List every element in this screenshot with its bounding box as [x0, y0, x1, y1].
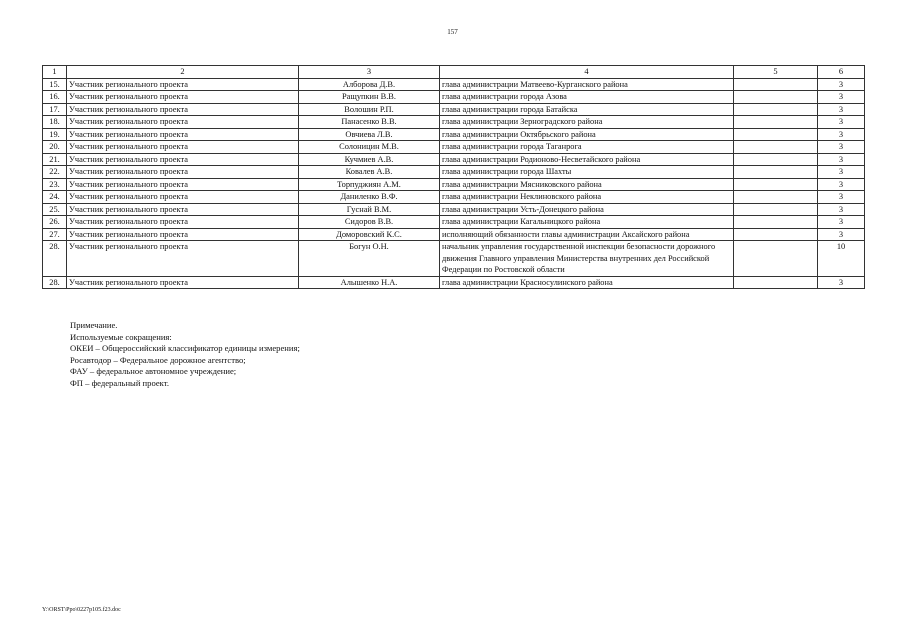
empty-cell — [734, 128, 818, 141]
empty-cell — [734, 178, 818, 191]
role-cell: Участник регионального проекта — [67, 116, 299, 129]
name-cell: Солоницин М.В. — [299, 141, 440, 154]
empty-cell — [734, 91, 818, 104]
header-cell-3: 3 — [299, 66, 440, 79]
header-cell-6: 6 — [818, 66, 865, 79]
role-cell: Участник регионального проекта — [67, 216, 299, 229]
table-row — [43, 103, 865, 116]
role-cell: Участник регионального проекта — [67, 128, 299, 141]
name-cell: Алборова Д.В. — [299, 78, 440, 91]
table-row — [43, 116, 865, 129]
position-cell: глава администрации Красносулинского района — [440, 276, 734, 289]
empty-cell — [734, 103, 818, 116]
name-cell: Ковалев А.В. — [299, 166, 440, 179]
position-cell: глава администрации города Таганрога — [440, 141, 734, 154]
name-cell: Даниленко В.Ф. — [299, 191, 440, 204]
name-cell: Ращупкин В.В. — [299, 91, 440, 104]
role-cell: Участник регионального проекта — [67, 191, 299, 204]
empty-cell — [734, 191, 818, 204]
position-cell: глава администрации Усть-Донецкого района — [440, 203, 734, 216]
page-number: 157 — [447, 28, 458, 36]
notes-section — [70, 320, 300, 390]
empty-cell — [734, 78, 818, 91]
table-row — [43, 191, 865, 204]
value-cell: 10 — [818, 241, 865, 277]
position-cell: глава администрации Кагальницкого района — [440, 216, 734, 229]
table-row — [43, 141, 865, 154]
name-cell: Волошин Р.П. — [299, 103, 440, 116]
position-cell: глава администрации Мясниковского района — [440, 178, 734, 191]
empty-cell — [734, 216, 818, 229]
name-cell: Доморовский К.С. — [299, 228, 440, 241]
table-row — [43, 178, 865, 191]
row-number-cell: 27. — [43, 228, 67, 241]
role-cell: Участник регионального проекта — [67, 141, 299, 154]
position-cell: глава администрации Неклиновского района — [440, 191, 734, 204]
position-cell: глава администрации города Шахты — [440, 166, 734, 179]
value-cell: 3 — [818, 91, 865, 104]
table-row — [43, 228, 865, 241]
abbreviations-heading: Используемые сокращения: — [70, 331, 172, 342]
position-cell: глава администрации Зерноградского района — [440, 116, 734, 129]
row-number-cell: 15. — [43, 78, 67, 91]
header-cell-1: 1 — [43, 66, 67, 79]
table-body — [43, 66, 865, 289]
name-cell: Овчиева Л.В. — [299, 128, 440, 141]
row-number-cell: 16. — [43, 91, 67, 104]
abbreviation-fp: ФП – федеральный проект. — [70, 377, 169, 388]
row-number-cell: 18. — [43, 116, 67, 129]
empty-cell — [734, 166, 818, 179]
table-row — [43, 91, 865, 104]
abbreviation-fau: ФАУ – федеральное автономное учреждение; — [70, 366, 237, 377]
row-number-cell: 17. — [43, 103, 67, 116]
header-cell-5: 5 — [734, 66, 818, 79]
name-cell: Алышенко Н.А. — [299, 276, 440, 289]
name-cell: Богун О.Н. — [299, 241, 440, 277]
name-cell: Кучмиев А.В. — [299, 153, 440, 166]
row-number-cell: 24. — [43, 191, 67, 204]
value-cell: 3 — [818, 203, 865, 216]
value-cell: 3 — [818, 228, 865, 241]
value-cell: 3 — [818, 116, 865, 129]
role-cell: Участник регионального проекта — [67, 103, 299, 116]
row-number-cell: 25. — [43, 203, 67, 216]
header-cell-2: 2 — [67, 66, 299, 79]
position-cell: глава администрации Октябрьского района — [440, 128, 734, 141]
empty-cell — [734, 116, 818, 129]
table-row — [43, 203, 865, 216]
value-cell: 3 — [818, 276, 865, 289]
value-cell: 3 — [818, 166, 865, 179]
value-cell: 3 — [818, 103, 865, 116]
header-cell-4: 4 — [440, 66, 734, 79]
row-number-cell: 23. — [43, 178, 67, 191]
value-cell: 3 — [818, 128, 865, 141]
project-participants-table — [42, 65, 865, 289]
position-cell: глава администрации города Азова — [440, 91, 734, 104]
table-row — [43, 78, 865, 91]
empty-cell — [734, 141, 818, 154]
position-cell: исполняющий обязанности главы администрации Аксайского района — [440, 228, 734, 241]
footer-file-path: Y:\ORST\Ppo\0227p105.f23.doc — [42, 607, 121, 613]
abbreviation-rosavtodor: Росавтодор – Федеральное дорожное агентство; — [70, 354, 246, 365]
role-cell: Участник регионального проекта — [67, 91, 299, 104]
position-cell: глава администрации города Батайска — [440, 103, 734, 116]
role-cell: Участник регионального проекта — [67, 178, 299, 191]
empty-cell — [734, 228, 818, 241]
abbreviation-okei: ОКЕИ – Общероссийский классификатор единицы измерения; — [70, 343, 300, 354]
table-header-row — [43, 66, 865, 79]
position-cell: начальник управления государственной инспекции безопасности дорожного движения Главного управления Министерства внутренних дел Российской Федерации по Ростовской области — [440, 241, 734, 277]
empty-cell — [734, 241, 818, 277]
role-cell: Участник регионального проекта — [67, 203, 299, 216]
value-cell: 3 — [818, 178, 865, 191]
row-number-cell: 28. — [43, 241, 67, 277]
table-row — [43, 276, 865, 289]
role-cell: Участник регионального проекта — [67, 241, 299, 277]
row-number-cell: 28. — [43, 276, 67, 289]
role-cell: Участник регионального проекта — [67, 228, 299, 241]
role-cell: Участник регионального проекта — [67, 166, 299, 179]
role-cell: Участник регионального проекта — [67, 153, 299, 166]
row-number-cell: 20. — [43, 141, 67, 154]
position-cell: глава администрации Матвеево-Курганского района — [440, 78, 734, 91]
value-cell: 3 — [818, 141, 865, 154]
row-number-cell: 19. — [43, 128, 67, 141]
position-cell: глава администрации Родионово-Несветайского района — [440, 153, 734, 166]
empty-cell — [734, 203, 818, 216]
table-row — [43, 153, 865, 166]
name-cell: Сидоров В.В. — [299, 216, 440, 229]
name-cell: Панасенко В.В. — [299, 116, 440, 129]
value-cell: 3 — [818, 191, 865, 204]
notes-title: Примечание. — [70, 320, 118, 330]
value-cell: 3 — [818, 78, 865, 91]
empty-cell — [734, 153, 818, 166]
name-cell: Торпуджиян А.М. — [299, 178, 440, 191]
row-number-cell: 26. — [43, 216, 67, 229]
table-row — [43, 216, 865, 229]
empty-cell — [734, 276, 818, 289]
name-cell: Гуснай В.М. — [299, 203, 440, 216]
row-number-cell: 22. — [43, 166, 67, 179]
value-cell: 3 — [818, 153, 865, 166]
role-cell: Участник регионального проекта — [67, 78, 299, 91]
table-row — [43, 128, 865, 141]
value-cell: 3 — [818, 216, 865, 229]
role-cell: Участник регионального проекта — [67, 276, 299, 289]
table-row — [43, 166, 865, 179]
table-row — [43, 241, 865, 277]
row-number-cell: 21. — [43, 153, 67, 166]
